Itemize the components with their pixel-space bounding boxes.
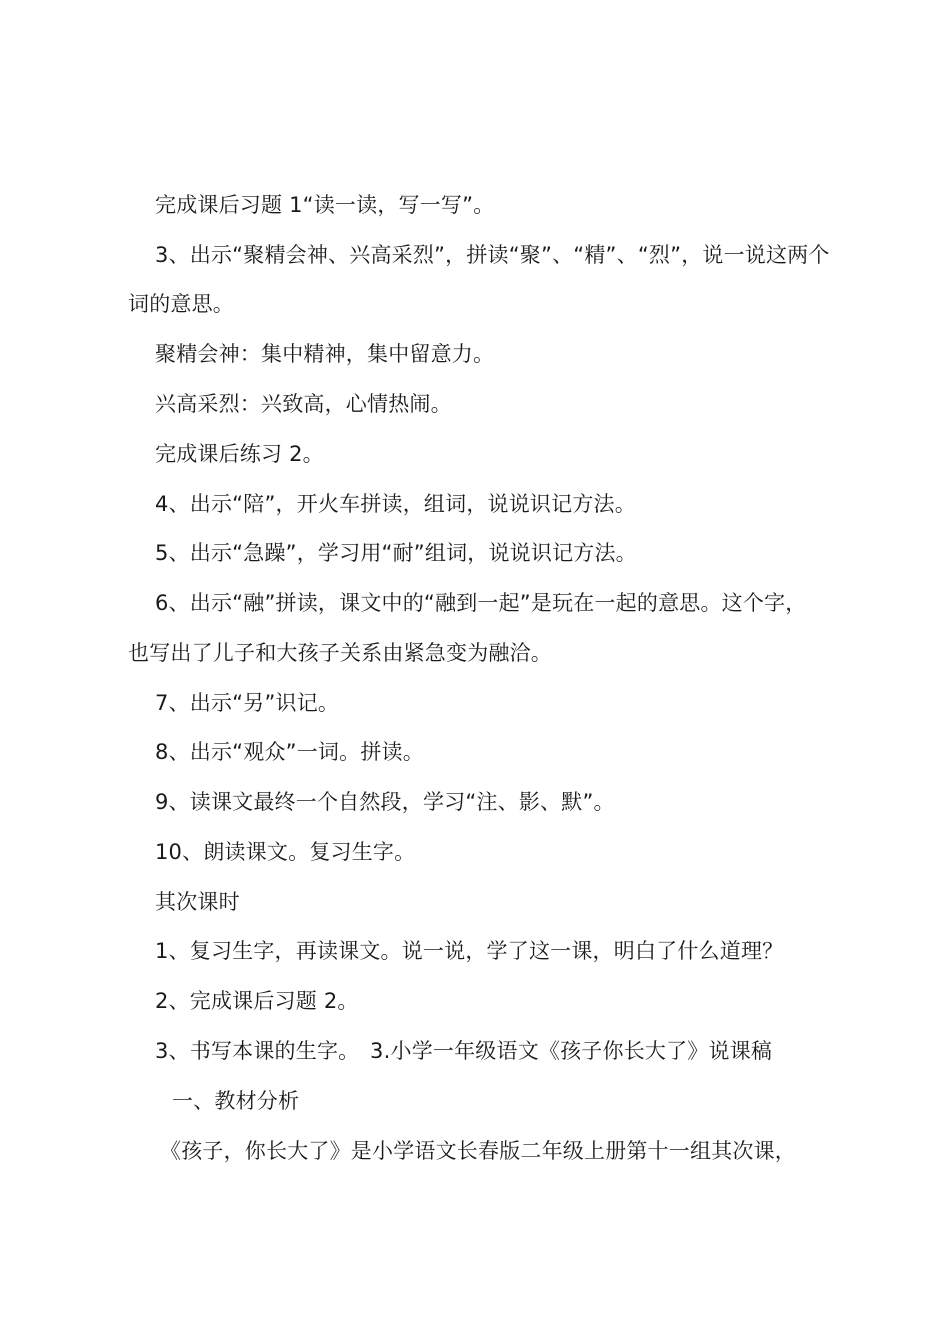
text-line-14: 10、朗读课文。复习生字。 — [155, 840, 416, 864]
text-line-1: 完成课后习题 1“读一读，写一写”。 — [155, 193, 495, 217]
text-line-9: 6、出示“融”拼读，课文中的“融到一起”是玩在一起的意思。这个字， — [155, 591, 807, 615]
section-heading-second-lesson: 其次课时 — [155, 890, 240, 914]
text-line-20: 《孩子，你长大了》是小学语文长春版二年级上册第十一组其次课， — [160, 1139, 796, 1163]
text-line-2: 3、出示“聚精会神、兴高采烈”，拼读“聚”、“精”、“烈”，说一说这两个 — [155, 243, 830, 267]
text-line-3: 词的意思。 — [128, 292, 234, 316]
text-line-7: 4、出示“陪”，开火车拼读，组词，说说识记方法。 — [155, 492, 636, 516]
text-line-5: 兴高采烈：兴致高，心情热闹。 — [155, 392, 452, 416]
text-line-16: 1、复习生字，再读课文。说一说，学了这一课，明白了什么道理？ — [155, 939, 784, 963]
text-line-10: 也写出了儿子和大孩子关系由紧急变为融洽。 — [128, 641, 552, 665]
text-line-12: 8、出示“观众”一词。拼读。 — [155, 740, 424, 764]
text-line-6: 完成课后练习 2。 — [155, 442, 324, 466]
section-heading-material-analysis: 一、教材分析 — [172, 1089, 300, 1113]
text-line-17: 2、完成课后习题 2。 — [155, 989, 359, 1013]
text-line-8: 5、出示“急躁”，学习用“耐”组词，说说识记方法。 — [155, 541, 637, 565]
text-line-4: 聚精会神：集中精神，集中留意力。 — [155, 342, 495, 366]
text-line-18: 3、书写本课的生字。 3.小学一年级语文《孩子你长大了》说课稿 — [155, 1039, 773, 1063]
text-line-13: 9、读课文最终一个自然段，学习“注、影、默”。 — [155, 790, 615, 814]
text-line-11: 7、出示“另”识记。 — [155, 691, 340, 715]
